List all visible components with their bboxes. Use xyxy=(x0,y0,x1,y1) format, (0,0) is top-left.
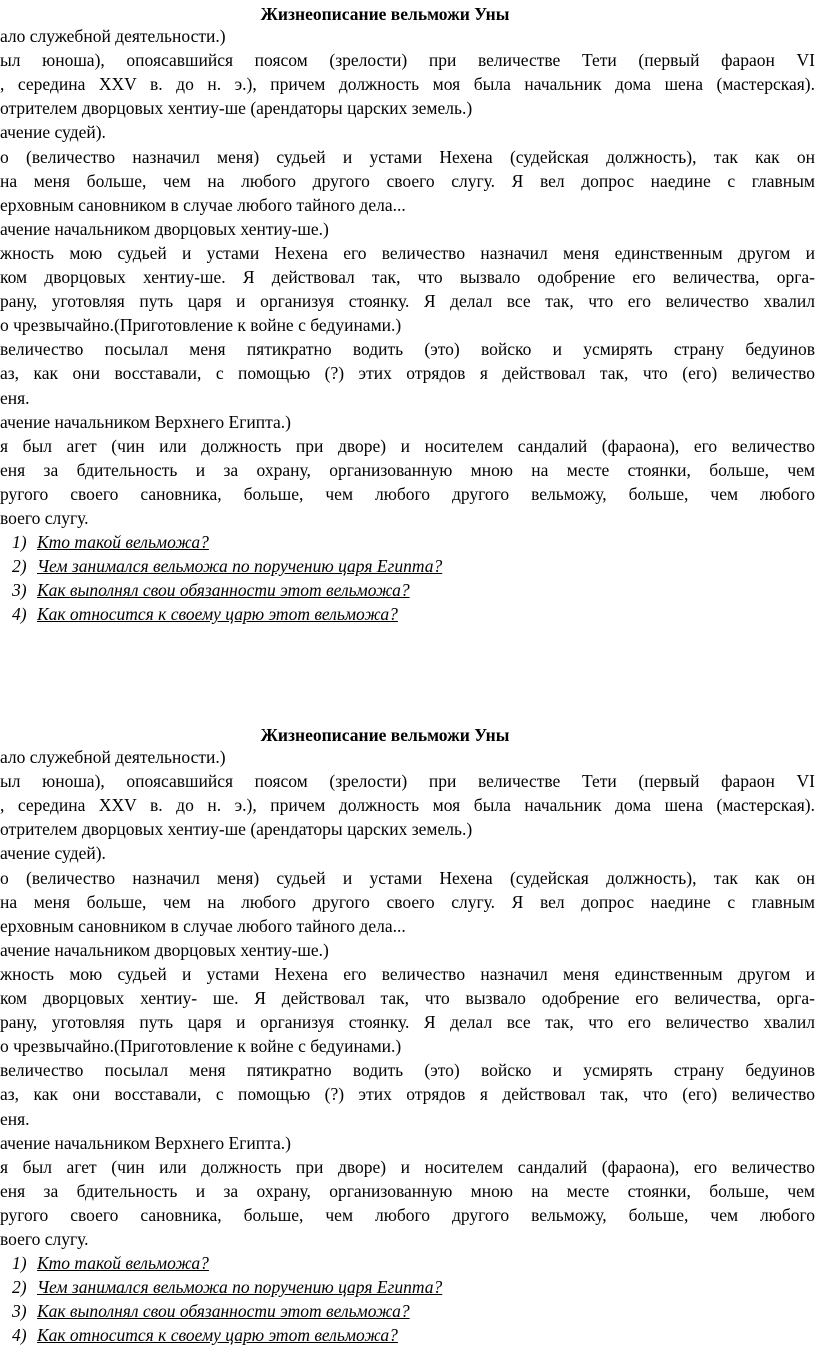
text-line: ыл юноша), опоясавшийся поясом (зрелости) при величестве Тети (первый фараон VI xyxy=(0,50,815,71)
text-line: ругого своего сановника, больше, чем любого другого вельможу, больше, чем любого xyxy=(0,483,815,504)
text-line: рану, уготовляя путь царя и организуя стоянку. Я делал все так, что его величество хвалил xyxy=(0,1012,815,1033)
question-number: 1) xyxy=(12,532,27,553)
text-line: еня. xyxy=(0,1108,30,1129)
question-item xyxy=(12,1299,410,1323)
text-line: отрителем дворцовых хентиу-ше (арендаторы царских земель.) xyxy=(0,98,473,119)
text-line: я был агет (чин или должность при дворе) и носителем сандалий (фараона), его величество xyxy=(0,435,815,456)
text-line: ерховным сановником в случае любого тайного дела... xyxy=(0,194,406,215)
question-text: Чем занимался вельможа по поручению царя Египта? xyxy=(37,1277,443,1298)
text-line: величество посылал меня пятикратно водить (это) войско и усмирять страну бедуинов xyxy=(0,339,815,360)
question-text: Как выполнял свои обязанности этот вельможа? xyxy=(37,1301,410,1322)
question-number: 2) xyxy=(12,1277,27,1298)
text-line: ругого своего сановника, больше, чем любого другого вельможу, больше, чем любого xyxy=(0,1204,815,1225)
question-text: Как относится к своему царю этот вельможа? xyxy=(37,1325,398,1346)
text-line: о чрезвычайно.(Приготовление к войне с бедуинами.) xyxy=(0,1036,402,1057)
text-line: ком дворцовых хентиу-ше. Я действовал так, что вызвало одобрение его величества, орга- xyxy=(0,267,815,287)
text-line: ачение судей). xyxy=(0,843,106,864)
text-line: ачение начальником Верхнего Египта.) xyxy=(0,1132,291,1153)
text-line: ыл юноша), опоясавшийся поясом (зрелости) при величестве Тети (первый фараон VI xyxy=(0,771,815,792)
question-item xyxy=(12,578,410,602)
question-text: Кто такой вельможа? xyxy=(37,532,209,553)
question-text: Как выполнял свои обязанности этот вельможа? xyxy=(37,580,410,601)
text-line: , середина XXV в. до н. э.), причем должность моя была начальник дома шена (мастерская). xyxy=(0,74,815,95)
document-title: Жизнеописание вельможи Уны xyxy=(260,4,510,24)
question-number: 4) xyxy=(12,1325,27,1346)
question-number: 3) xyxy=(12,580,27,601)
text-line: воего слугу. xyxy=(0,1229,89,1249)
text-line: о (величество назначил меня) судьей и устами Нехена (судейская должность), так как он xyxy=(0,867,815,888)
question-number: 4) xyxy=(12,604,27,625)
text-line: ерховным сановником в случае любого тайного дела... xyxy=(0,915,406,936)
question-text: Как относится к своему царю этот вельможа? xyxy=(37,604,398,625)
text-line: еня за бдительность и за охрану, организованную мною на месте стоянки, больше, чем xyxy=(0,459,815,480)
question-item xyxy=(12,1275,442,1299)
text-line: жность мою судьей и устами Нехена его величество назначил меня единственным другом и xyxy=(0,242,815,263)
question-number: 1) xyxy=(12,1253,27,1274)
text-line: жность мою судьей и устами Нехена его величество назначил меня единственным другом и xyxy=(0,963,815,984)
text-line: ачение начальником Верхнего Египта.) xyxy=(0,411,291,432)
text-line: отрителем дворцовых хентиу-ше (арендаторы царских земель.) xyxy=(0,819,473,840)
text-line: ало служебной деятельности.) xyxy=(0,747,226,767)
question-item xyxy=(12,1251,209,1275)
text-line: ачение начальником дворцовых хентиу-ше.) xyxy=(0,939,329,960)
text-line: , середина XXV в. до н. э.), причем должность моя была начальник дома шена (мастерская). xyxy=(0,795,815,816)
text-line: аз, как они восставали, с помощью (?) этих отрядов я действовал так, что (его) величество xyxy=(0,363,815,384)
question-number: 2) xyxy=(12,556,27,577)
document-title: Жизнеописание вельможи Уны xyxy=(260,725,510,745)
text-line: о (величество назначил меня) судьей и устами Нехена (судейская должность), так как он xyxy=(0,146,815,167)
text-line: еня. xyxy=(0,387,30,408)
question-item xyxy=(12,602,398,626)
text-line: ачение судей). xyxy=(0,122,106,143)
text-line: воего слугу. xyxy=(0,508,89,528)
question-text: Кто такой вельможа? xyxy=(37,1253,209,1274)
text-line: еня за бдительность и за охрану, организованную мною на месте стоянки, больше, чем xyxy=(0,1180,815,1201)
text-line: о чрезвычайно.(Приготовление к войне с бедуинами.) xyxy=(0,315,402,336)
question-item xyxy=(12,530,209,554)
text-line: аз, как они восставали, с помощью (?) этих отрядов я действовал так, что (его) величество xyxy=(0,1084,815,1105)
text-line: ало служебной деятельности.) xyxy=(0,26,226,46)
text-line: ком дворцовых хентиу- ше. Я действовал так, что вызвало одобрение его величества, орга- xyxy=(0,988,815,1008)
question-number: 3) xyxy=(12,1301,27,1322)
text-line: рану, уготовляя путь царя и организуя стоянку. Я делал все так, что его величество хвалил xyxy=(0,291,815,312)
text-line: на меня больше, чем на любого другого своего слугу. Я вел допрос наедине с главным xyxy=(0,170,815,191)
question-item xyxy=(12,1323,398,1347)
question-item xyxy=(12,554,442,578)
text-line: величество посылал меня пятикратно водить (это) войско и усмирять страну бедуинов xyxy=(0,1060,815,1081)
text-line: на меня больше, чем на любого другого своего слугу. Я вел допрос наедине с главным xyxy=(0,891,815,912)
text-line: ачение начальником дворцовых хентиу-ше.) xyxy=(0,218,329,239)
question-text: Чем занимался вельможа по поручению царя Египта? xyxy=(37,556,443,577)
text-line: я был агет (чин или должность при дворе) и носителем сандалий (фараона), его величество xyxy=(0,1156,815,1177)
